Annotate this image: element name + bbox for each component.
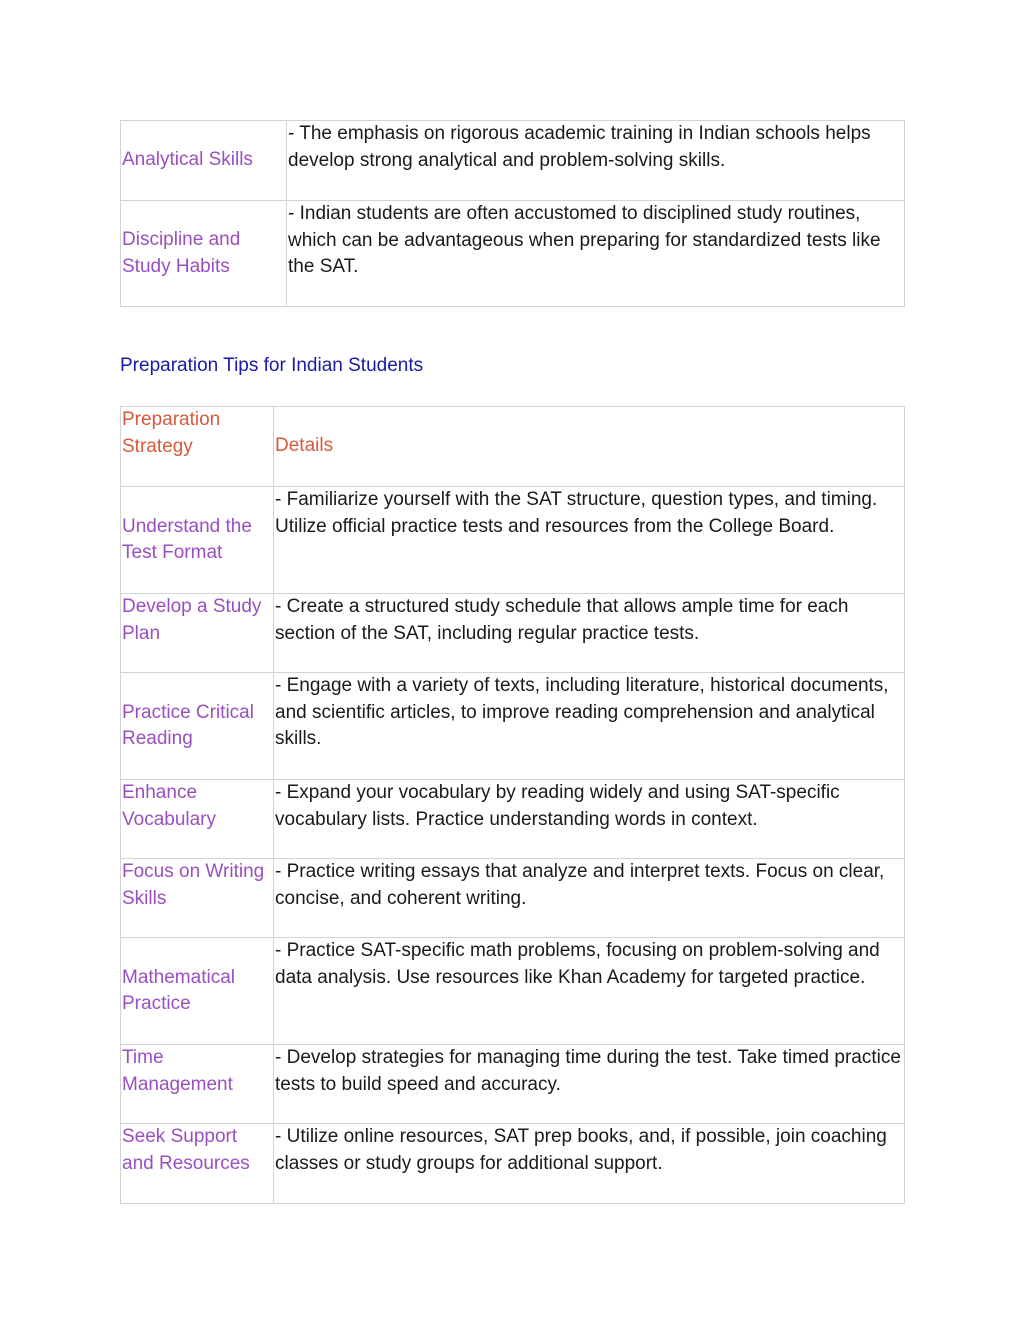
row-label: Mathematical Practice [121,938,274,1045]
table-header-row [121,407,905,487]
table-row [121,673,905,780]
row-detail: - Engage with a variety of texts, including literature, historical documents, and scientific articles, to improve reading comprehension and analytical skills. [274,673,905,780]
row-detail: - Develop strategies for managing time during the test. Take timed practice tests to build speed and accuracy. [274,1045,905,1124]
row-label: Understand the Test Format [121,487,274,594]
section-heading: Preparation Tips for Indian Students [120,355,424,376]
row-label: Enhance Vocabulary [121,780,274,859]
table-row [121,1045,905,1124]
row-detail: - Indian students are often accustomed to disciplined study routines, which can be advantageous when preparing for standardized tests like the SAT. [287,201,905,307]
table-row [121,1124,905,1204]
row-label: Seek Support and Resources [121,1124,274,1204]
row-detail: - The emphasis on rigorous academic training in Indian schools helps develop strong analytical and problem-solving skills. [287,121,905,201]
row-label: Practice Critical Reading [121,673,274,780]
preparation-tips-table [120,406,905,1204]
table-row [121,594,905,673]
row-label: Focus on Writing Skills [121,859,274,938]
row-label: Analytical Skills [121,121,287,201]
table-row [121,859,905,938]
table-row [121,121,905,201]
row-label: Develop a Study Plan [121,594,274,673]
header-strategy: Preparation Strategy [121,407,274,487]
row-label: Time Management [121,1045,274,1124]
row-detail: - Practice SAT-specific math problems, focusing on problem-solving and data analysis. Use resources like Khan Academy for targeted practice. [274,938,905,1045]
row-label: Discipline and Study Habits [121,201,287,307]
row-detail: - Utilize online resources, SAT prep books, and, if possible, join coaching classes or study groups for additional support. [274,1124,905,1204]
table-row [121,780,905,859]
row-detail: - Expand your vocabulary by reading widely and using SAT-specific vocabulary lists. Practice understanding words in context. [274,780,905,859]
header-details: Details [274,407,905,487]
table-row [121,938,905,1045]
row-detail: - Practice writing essays that analyze and interpret texts. Focus on clear, concise, and coherent writing. [274,859,905,938]
advantages-table [120,120,905,307]
table-row [121,201,905,307]
table-row [121,487,905,594]
row-detail: - Create a structured study schedule that allows ample time for each section of the SAT, including regular practice tests. [274,594,905,673]
row-detail: - Familiarize yourself with the SAT structure, question types, and timing. Utilize official practice tests and resources from the College Board. [274,487,905,594]
